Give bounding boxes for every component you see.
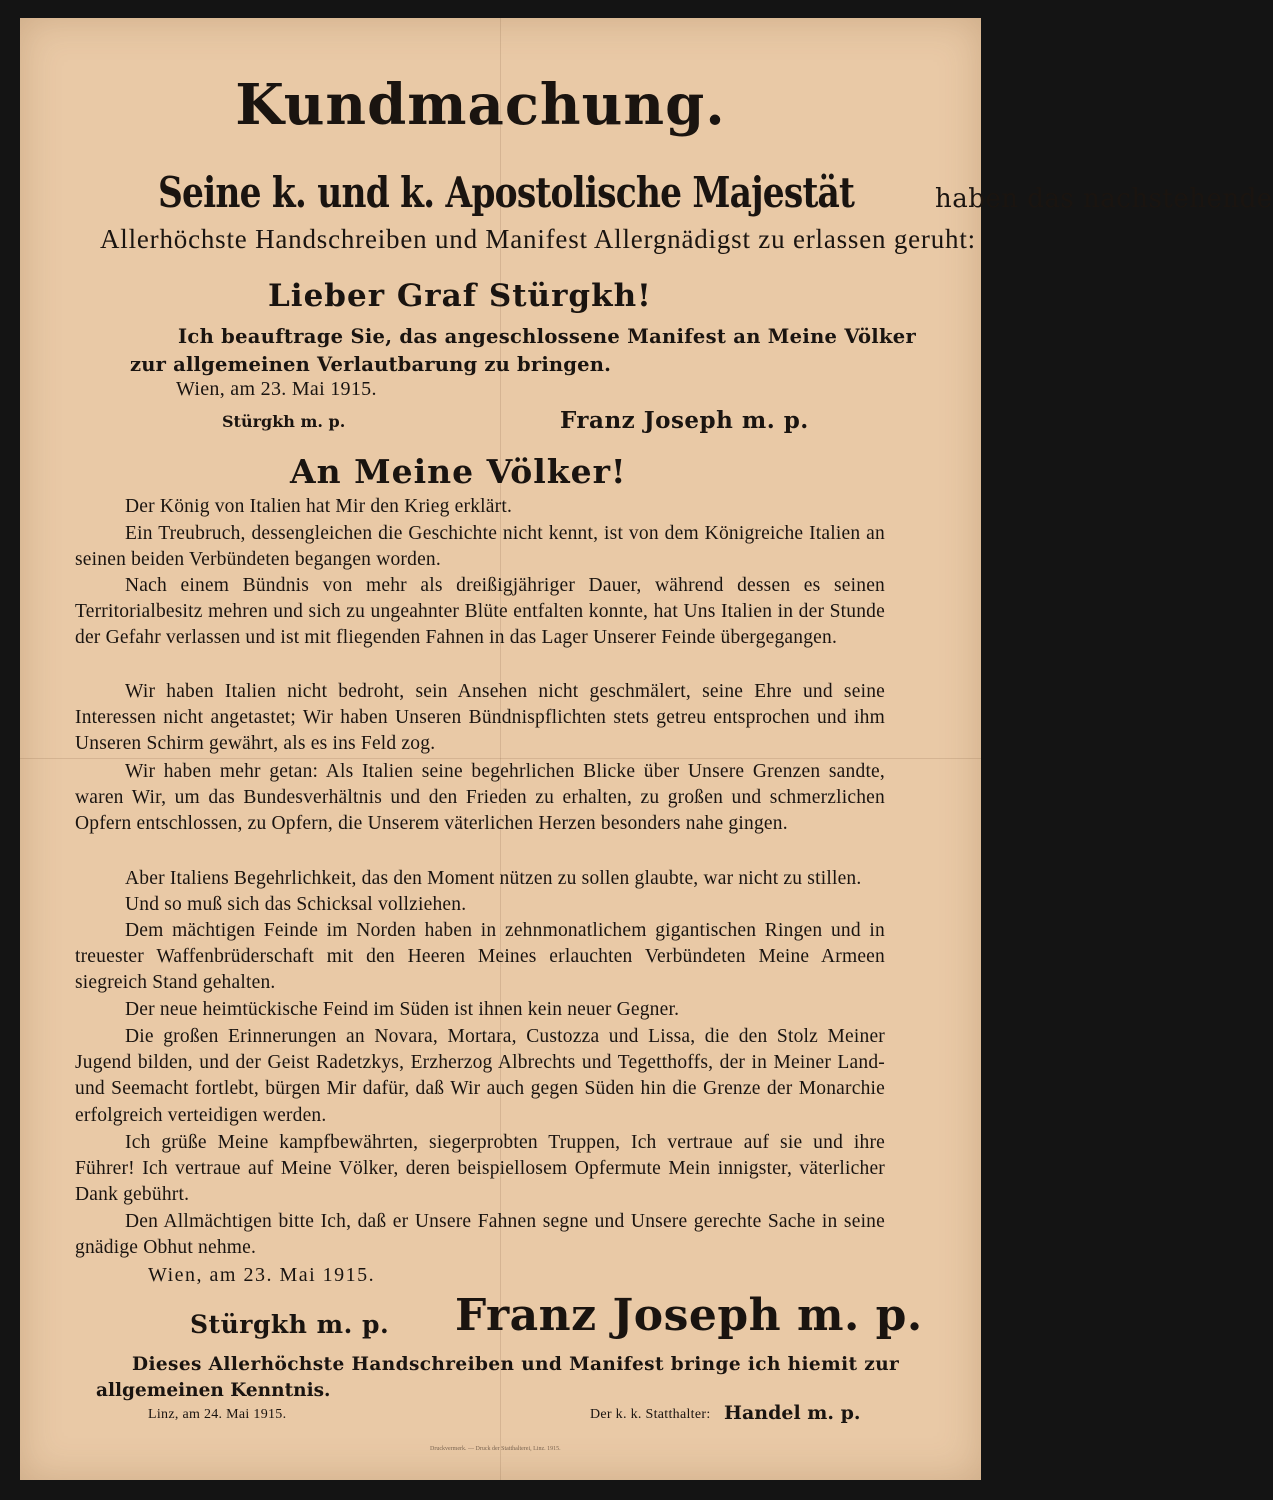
letter-countersign: Stürgkh m. p. xyxy=(222,412,346,431)
manifest-countersign: Stürgkh m. p. xyxy=(190,1310,390,1339)
footer-office: Der k. k. Statthalter: xyxy=(590,1407,711,1422)
manifest-signature: Franz Joseph m. p. xyxy=(455,1290,923,1341)
letter-signature: Franz Joseph m. p. xyxy=(560,407,809,434)
paragraph-3: Nach einem Bündnis von mehr als dreißigjähriger Dauer, während dessen es seinen Territorialbesitz mehren und sich zu ungeahnter Blüte entfalten konnte, hat Uns Italien in der Stunde der Gefahr verlassen und ist mit fliegenden Fahnen in das Lager Unserer Feinde übergegangen. xyxy=(75,575,885,649)
paragraph-9: Der neue heimtückische Feind im Süden ist ihnen kein neuer Gegner. xyxy=(125,999,680,1020)
paragraph-10: Die großen Erinnerungen an Novara, Mortara, Custozza und Lissa, die den Stolz Meiner Jugend bilden, und der Geist Radetzkys, Erzherzog Albrechts und Tegetthoffs, der in Meiner Land- und Seemacht fortlebt, bürgen Mir dafür, daß Wir auch gegen Süden hin die Grenze der Monarchie erfolgreich verteidigen werden. xyxy=(75,1026,885,1126)
paragraph-7: Und so muß sich das Schicksal vollziehen. xyxy=(125,894,467,915)
paragraph-12: Den Allmächtigen bitte Ich, daß er Unsere Fahnen segne und Unsere gerechte Sache in seine gnädige Obhut nehme. xyxy=(75,1211,885,1259)
manifest-heading: An Meine Völker! xyxy=(290,452,627,491)
intro-rest: haben das nachstehende xyxy=(934,184,1273,214)
paragraph-5: Wir haben mehr getan: Als Italien seine begehrlichen Blicke über Unsere Grenzen sandte, waren Wir, um das Bundesverhältnis und den Frieden zu erhalten, zu großen und schmerzlichen Opfern entschlossen, zu Opfern, die Unserem väterlichen Herzen besonders nahe gingen. xyxy=(75,761,885,835)
closing-line-1: Dieses Allerhöchste Handschreiben und Manifest bringe ich hiemit zur xyxy=(132,1354,900,1375)
printer-line: Druckvermerk. — Druck der Statthalterei, Linz. 1915. xyxy=(430,1446,561,1452)
letter-line-1: Ich beauftrage Sie, das angeschlossene Manifest an Meine Völker xyxy=(178,325,917,348)
closing-line-2: allgemeinen Kenntnis. xyxy=(96,1380,331,1401)
manifest-place-date: Wien, am 23. Mai 1915. xyxy=(148,1264,376,1286)
letter-greeting: Lieber Graf Stürgkh! xyxy=(268,278,652,314)
intro-line-2: Allerhöchste Handschreiben und Manifest Allergnädigst zu erlassen geruht: xyxy=(100,224,976,254)
footer-place-date: Linz, am 24. Mai 1915. xyxy=(148,1407,287,1422)
paragraph-1: Der König von Italien hat Mir den Krieg erklärt. xyxy=(125,496,513,517)
letter-line-2: zur allgemeinen Verlautbarung zu bringen. xyxy=(130,353,612,376)
intro-majesty: Seine k. und k. Apostolische Majestät xyxy=(158,168,855,217)
paragraph-8: Dem mächtigen Feinde im Norden haben in zehnmonatlichem gigantischen Ringen und in treuester Waffenbrüderschaft mit den Heeren Meines erlauchten Verbündeten Meine Armeen siegreich Stand gehalten. xyxy=(75,920,885,994)
poster-title: Kundmachung. xyxy=(235,72,726,138)
paragraph-6: Aber Italiens Begehrlichkeit, das den Moment nützen zu sollen glaubte, war nicht zu stillen. xyxy=(125,868,862,889)
paragraph-2: Ein Treubruch, dessengleichen die Geschichte nicht kennt, ist von dem Königreiche Italien an seinen beiden Verbündeten begangen worden. xyxy=(75,523,885,571)
footer-signature: Handel m. p. xyxy=(724,1402,861,1424)
paragraph-4: Wir haben Italien nicht bedroht, sein Ansehen nicht geschmälert, seine Ehre und seine Interessen nicht angetastet; Wir haben Unseren Bündnispflichten stets getreu entsprochen und ihm Unseren Schirm gewährt, als es ins Feld zog. xyxy=(75,681,885,755)
letter-place-date: Wien, am 23. Mai 1915. xyxy=(176,378,377,400)
paragraph-11: Ich grüße Meine kampfbewährten, siegerprobten Truppen, Ich vertraue auf sie und ihre Führer! Ich vertraue auf Meine Völker, deren beispiellosem Opfermute Mein innigster, väterlicher Dank gebührt. xyxy=(75,1132,885,1206)
intro-line-1 xyxy=(158,168,1273,217)
